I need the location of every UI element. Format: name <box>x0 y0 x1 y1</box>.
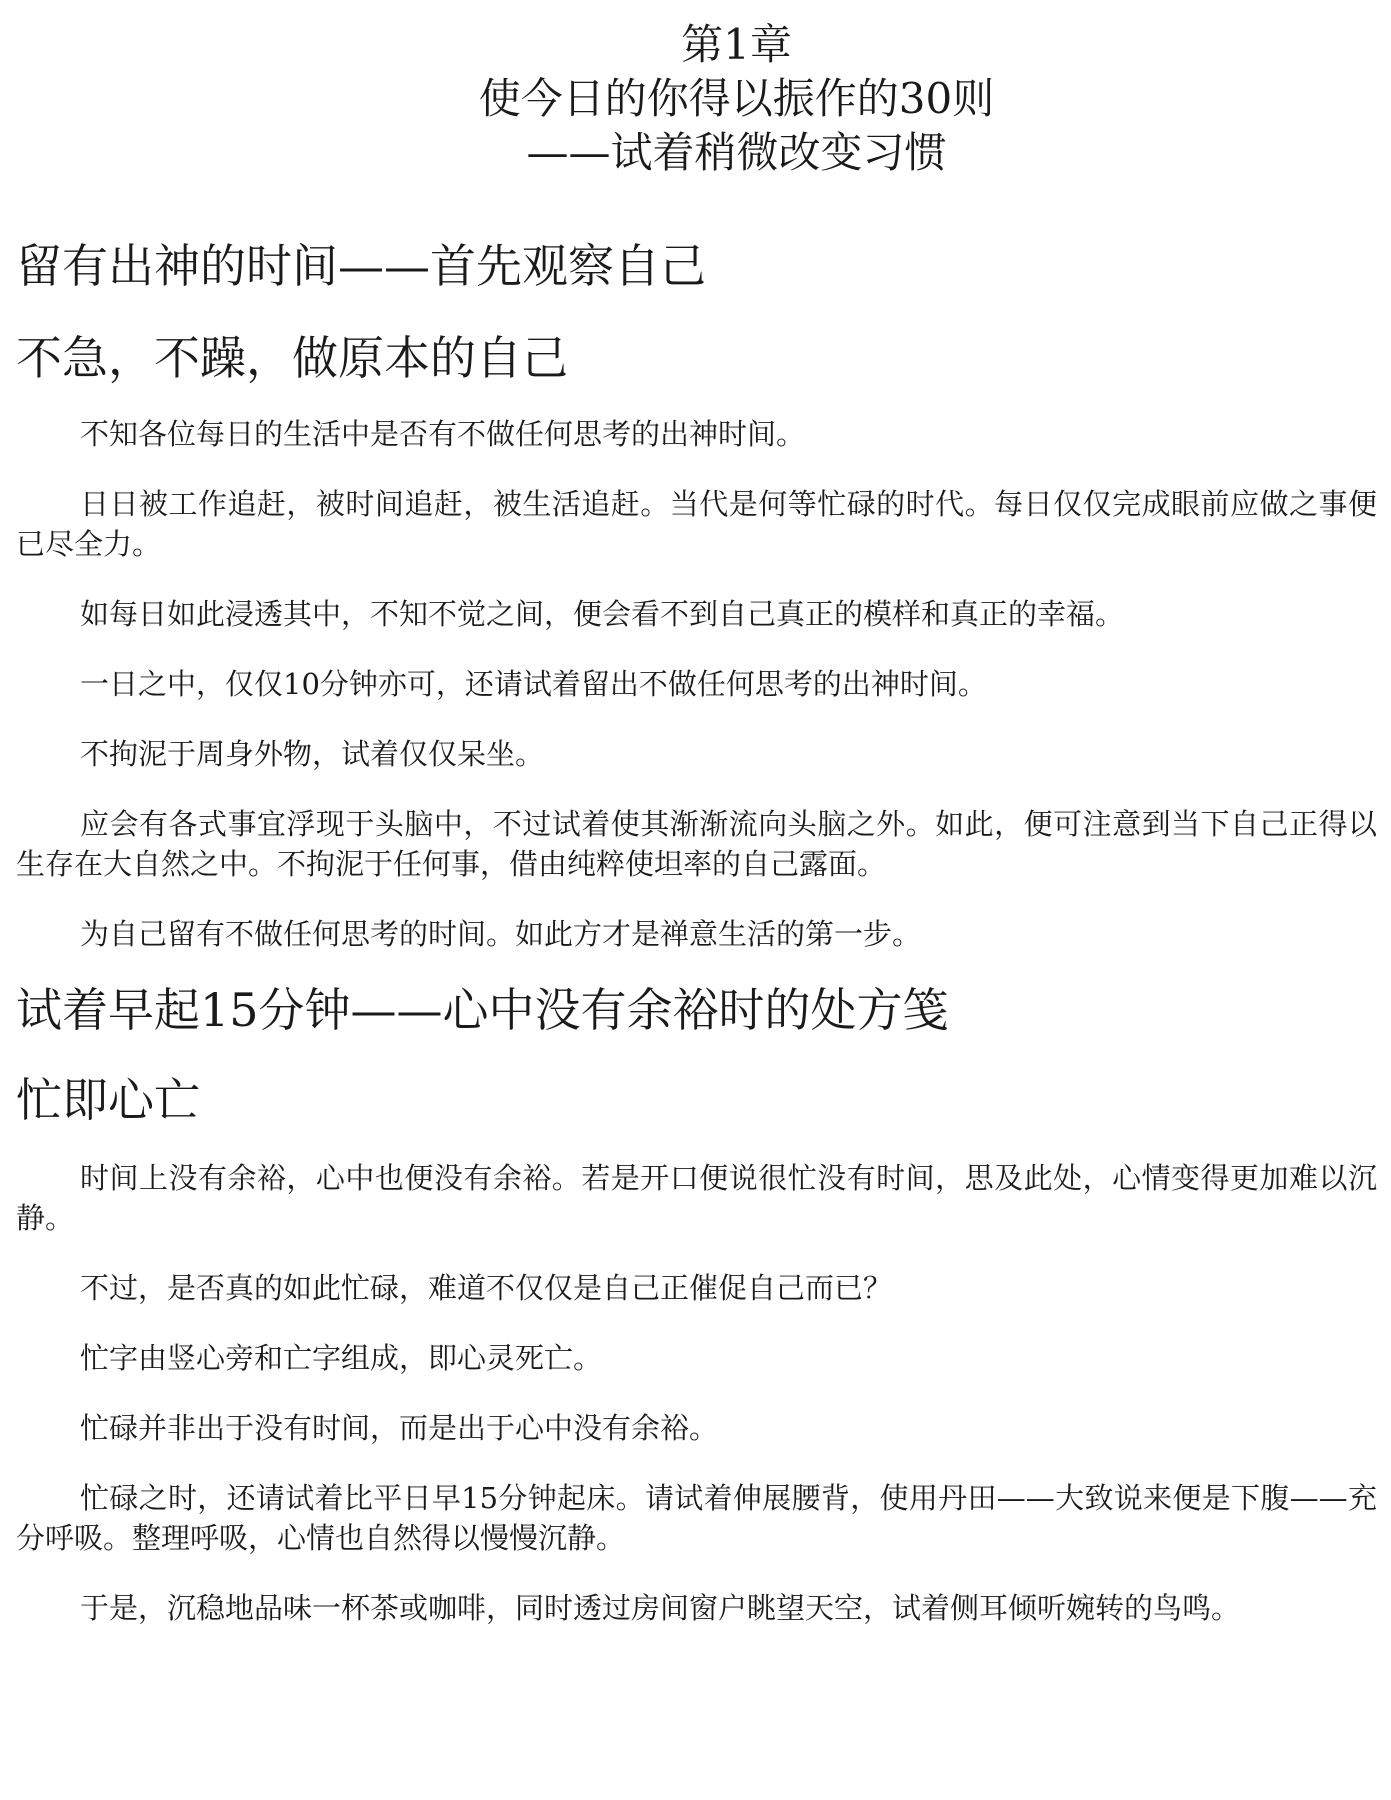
paragraph: 忙字由竖心旁和亡字组成，即心灵死亡。 <box>80 1341 603 1375</box>
paragraph: 不过，是否真的如此忙碌，难道不仅仅是自己正催促自己而已？ <box>80 1271 893 1305</box>
chapter-header <box>96 18 1377 180</box>
paragraph: 一日之中，仅仅10分钟亦可，还请试着留出不做任何思考的出神时间。 <box>80 667 987 701</box>
chapter-number: 第1章 <box>681 20 792 69</box>
section-title: 试着早起15分钟——心中没有余裕时的处方笺 <box>16 983 949 1037</box>
section-title: 留有出神的时间——首先观察自己 <box>16 239 706 293</box>
paragraph: 忙碌之时，还请试着比平日早15分钟起床。请试着伸展腰背，使用丹田——大致说来便是下腹——充分呼吸。整理呼吸，心情也自然得以慢慢沉静。 <box>16 1481 1377 1555</box>
paragraph: 日日被工作追赶，被时间追赶，被生活追赶。当代是何等忙碌的时代。每日仅仅完成眼前应做之事便已尽全力。 <box>16 487 1377 561</box>
paragraph: 为自己留有不做任何思考的时间。如此方才是禅意生活的第一步。 <box>80 917 922 951</box>
paragraph: 时间上没有余裕，心中也便没有余裕。若是开口便说很忙没有时间，思及此处，心情变得更加难以沉静。 <box>16 1161 1377 1235</box>
paragraph: 不知各位每日的生活中是否有不做任何思考的出神时间。 <box>80 417 806 451</box>
section-subtitle: 忙即心亡 <box>16 1073 200 1127</box>
paragraph: 忙碌并非出于没有时间，而是出于心中没有余裕。 <box>80 1411 719 1445</box>
paragraph: 如每日如此浸透其中，不知不觉之间，便会看不到自己真正的模样和真正的幸福。 <box>80 597 1125 631</box>
section-subtitle: 不急，不躁，做原本的自己 <box>16 331 568 385</box>
paragraph: 不拘泥于周身外物，试着仅仅呆坐。 <box>80 737 545 771</box>
paragraph: 应会有各式事宜浮现于头脑中，不过试着使其渐渐流向头脑之外。如此，便可注意到当下自己正得以生存在大自然之中。不拘泥于任何事，借由纯粹使坦率的自己露面。 <box>16 807 1377 881</box>
chapter-title: 使今日的你得以振作的30则 <box>478 74 995 123</box>
paragraph: 于是，沉稳地品味一杯茶或咖啡，同时透过房间窗户眺望天空，试着侧耳倾听婉转的鸟鸣。 <box>80 1591 1241 1625</box>
chapter-subtitle: ——试着稍微改变习惯 <box>526 128 947 177</box>
